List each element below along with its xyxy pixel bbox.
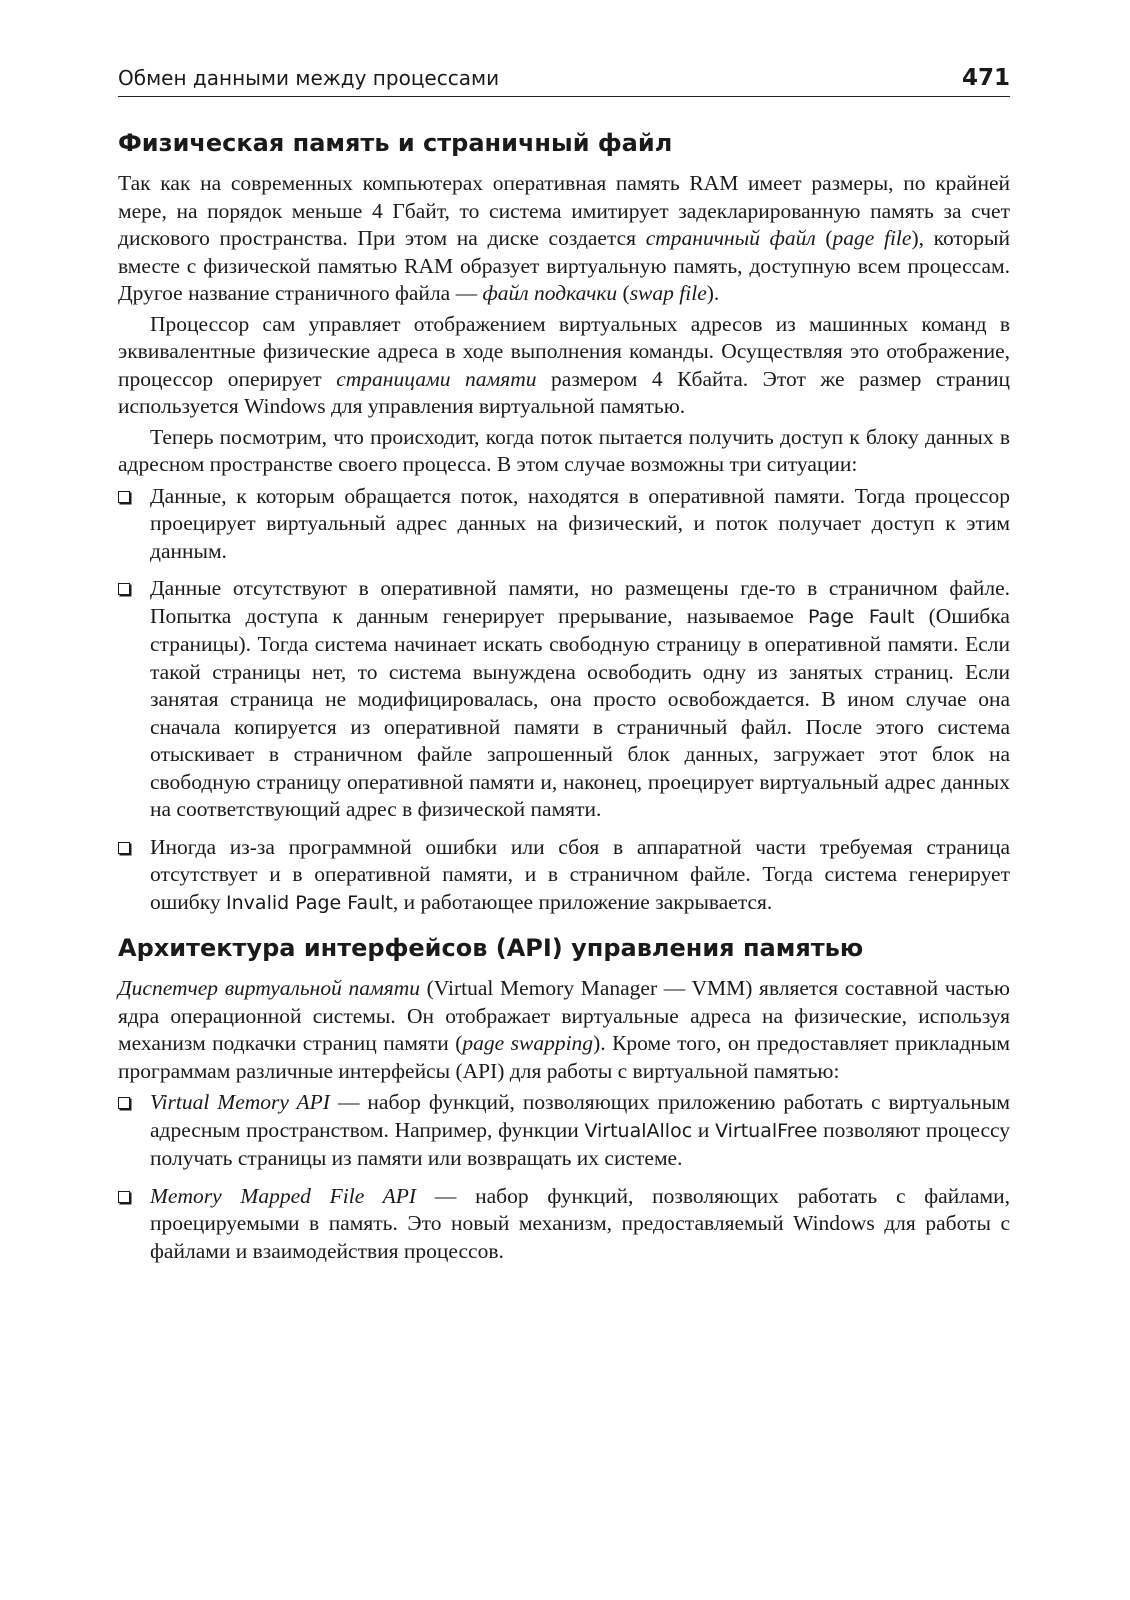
term-swap-file-ru: файл подкачки <box>482 281 618 305</box>
term-memory-pages: страницами памяти <box>336 366 537 391</box>
paragraph-ram-page-file <box>118 170 1010 308</box>
text-span: — набор функций, позволяющих приложению работать с виртуальным адресным пространством. Например, функции <box>150 1090 1010 1142</box>
term-memory-mapped-file-api: Memory Mapped File API <box>150 1183 417 1208</box>
term-page-file-en: page file <box>832 226 912 250</box>
paragraph-address-translation <box>118 311 1010 421</box>
code-invalid-page-fault: Invalid Page Fault <box>226 891 393 914</box>
section-heading-physical-memory: Физическая память и страничный файл <box>118 129 673 157</box>
text-span: — набор функций, позволяющих работать с файлами, проецируемыми в память. Это новый механизм, предоставляемый Windows для работы с файлами и взаимодействия процессов. <box>150 1183 1010 1263</box>
text-span: Данные отсутствуют в оперативной памяти, но размещены где-то в страничном файле. Попытка доступа к данным генерирует прерывание, называемое <box>150 576 1010 628</box>
text-span: ( <box>815 226 833 250</box>
list-item-text: Данные, к которым обращается поток, находятся в оперативной памяти. Тогда процессор проецирует виртуальный адрес данных на физический, и поток получает доступ к этим данным. <box>150 483 1010 563</box>
list-item <box>118 1183 1010 1266</box>
running-title: Обмен данными между процессами <box>118 66 500 90</box>
list-item <box>118 483 1010 566</box>
checkbox-bullet-icon <box>118 1191 130 1203</box>
code-virtualalloc: VirtualAlloc <box>584 1119 693 1142</box>
text-span: и <box>692 1117 716 1142</box>
term-page-file-ru: страничный файл <box>645 226 816 250</box>
list-item <box>118 1089 1010 1173</box>
list-item <box>118 834 1010 918</box>
text-span: , и работающее приложение закрывается. <box>392 889 773 914</box>
page-number: 471 <box>961 65 1010 91</box>
checkbox-bullet-icon <box>118 491 130 503</box>
running-header <box>118 60 1010 97</box>
text-span: ( <box>617 281 630 305</box>
paragraph-vmm <box>118 975 1010 1085</box>
paragraph-three-situations: Теперь посмотрим, что происходит, когда поток пытается получить доступ к блоку данных в адресном пространстве своего процесса. В этом случае возможны три ситуации: <box>118 424 1010 476</box>
section-heading-memory-api: Архитектура интерфейсов (API) управления памятью <box>118 934 864 962</box>
text-span: Так как на современных компьютерах оперативная память RAM имеет размеры, по крайней мере, на порядок меньше 4 Гбайт, то система имитирует задекларированную память за счет дискового пространства. При этом на диске создается <box>118 171 1010 250</box>
text-span: ). <box>706 281 720 305</box>
term-page-swapping: page swapping <box>462 1031 594 1055</box>
code-virtualfree: VirtualFree <box>715 1119 818 1142</box>
term-swap-file-en: swap file <box>629 281 707 305</box>
text-span: размером 4 Кбайта. Этот же размер страниц используется Windows для управления виртуальной памятью. <box>118 366 1010 418</box>
text-span: Иногда из-за программной ошибки или сбоя в аппаратной части требуемая страница отсутствует и в оперативной памяти, и в страничном файле. Тогда система генерирует ошибку <box>150 834 1010 914</box>
text-span: ). Кроме того, он предоставляет прикладным программам различные интерфейсы (API) для работы с виртуальной памятью: <box>118 1031 1010 1083</box>
page-content <box>118 128 1010 1275</box>
text-span: ), который вместе с физической памятью RAM образует виртуальную память, доступную всем процессам. Другое название страничного файла — <box>118 226 1010 305</box>
text-span: (Virtual Memory Manager — VMM) является составной частью ядра операционной системы. Он отображает виртуальные адреса на физические, используя механизм подкачки страниц памяти ( <box>118 976 1010 1055</box>
text-span: позволяют процессу получать страницы из памяти или возвращать их системе. <box>150 1117 1011 1170</box>
api-list <box>118 1089 1010 1265</box>
checkbox-bullet-icon <box>118 1097 130 1109</box>
checkbox-bullet-icon <box>118 842 130 854</box>
term-vmm-ru: Диспетчер виртуальной памяти <box>118 976 420 1000</box>
list-item <box>118 575 1010 824</box>
checkbox-bullet-icon <box>118 583 130 595</box>
text-span: (Ошибка страницы). Тогда система начинает искать свободную страницу в оперативной памяти. Если такой страницы нет, то система вынуждена освободить одну из занятых страниц. Если занятая страница не модифицировалась, она просто освобождается. В ином случае она сначала копируется из оперативной памяти в страничный файл. После этого система отыскивает в страничном файле запрошенный блок данных, загружает этот блок на свободную страницу оперативной памяти и, наконец, проецирует виртуальный адрес данных на соответствующий адрес в физической памяти. <box>150 603 1010 821</box>
code-page-fault: Page Fault <box>807 605 915 628</box>
situations-list <box>118 483 1010 918</box>
text-span: Процессор сам управляет отображением виртуальных адресов из машинных команд в эквивалентные физические адреса в ходе выполнения команды. Осуществляя это отображение, процессор оперирует <box>118 311 1010 391</box>
term-virtual-memory-api: Virtual Memory API <box>150 1090 330 1114</box>
